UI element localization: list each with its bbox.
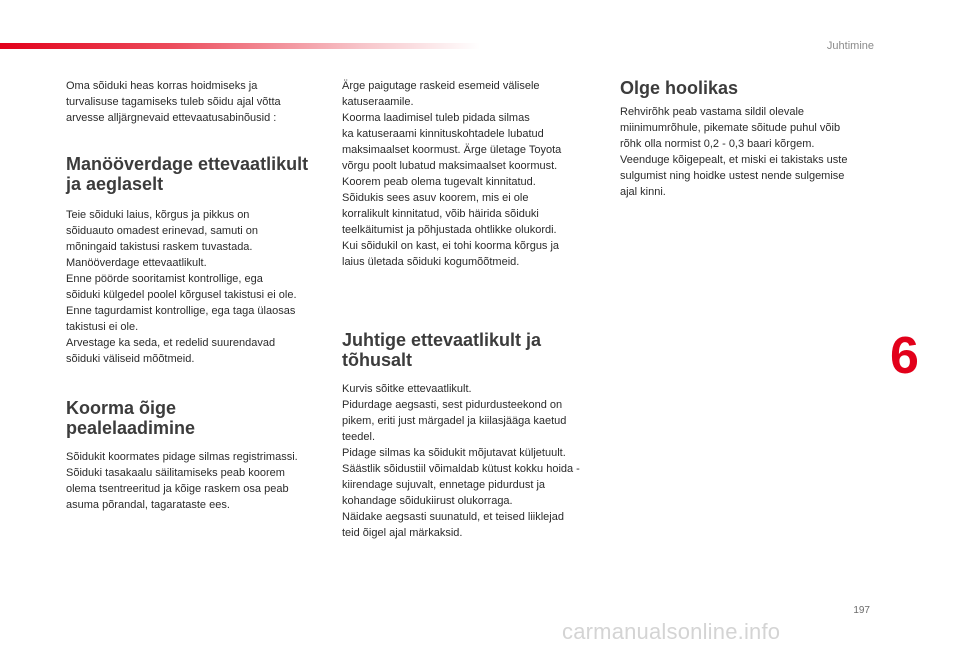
loading-heading: Koorma õige pealelaadimine	[66, 398, 196, 438]
maneuver-section	[66, 154, 336, 367]
loading-section	[66, 398, 334, 513]
drive-paragraph: Kurvis sõitke ettevaatlikult. Pidurdage aegsasti, sest pidurdusteekond on pikem, eriti just märgadel ja kiilasjääga kaetud teedel. Pidage silmas ka sõidukit mõjutavat küljetuult. Säästlik sõidustiil võimaldab kütust kokku hoida - kiirendage sujuvalt, ennetage pidurdust ja kohandage sõidukiirust olukorraga. Näidake aegsasti suunatuld, et teised liiklejad teid õigel ajal märkaksid.	[342, 383, 580, 539]
drive-section	[342, 330, 610, 541]
maneuver-heading: Manööverdage ettevaatlikult ja aeglaselt	[66, 154, 309, 194]
maneuver-paragraph: Teie sõiduki laius, kõrgus ja pikkus on sõiduauto omadest erinevad, samuti on mõningaid takistusi raskem tuvastada. Manööverdage ettevaatlikult. Enne pöörde sooritamist kontrollige, ega sõiduki külgedel poolel kõrgusel takistusi ei ole. Enne tagurdamist kontrollige, ega taga ülaosas takistusi ei ole. Arvestage ka seda, et redelid suurendavad sõiduki väliseid mõõtmeid.	[66, 209, 297, 365]
careful-paragraph: Rehvirõhk peab vastama sildil olevale miinimumrõhule, pikemate sõitude puhul võib rõhk olla normist 0,2 - 0,3 baari kõrgem. Veenduge kõigepealt, et miski ei takistaks uste sulgumist ning hoidke ustest nende sulgemise ajal kinni.	[620, 106, 848, 198]
watermark-text: carmanualsonline.info	[562, 619, 781, 644]
chapter-number: 6	[890, 327, 919, 385]
page-number: 197	[853, 605, 870, 616]
left-column	[66, 78, 334, 126]
careful-section	[620, 78, 888, 200]
careful-heading: Olge hoolikas	[620, 78, 739, 98]
section-title: Juhtimine	[826, 40, 874, 52]
intro-paragraph: Oma sõiduki heas korras hoidmiseks ja turvalisuse tagamiseks tuleb sõidu ajal võtta arvesse alljärgnevaid ettevaatusabinõusid :	[66, 80, 281, 124]
middle-column	[342, 78, 610, 270]
header-accent-bar	[0, 43, 480, 49]
drive-heading: Juhtige ettevaatlikult ja tõhusalt	[342, 330, 542, 370]
loading-paragraph: Sõidukit koormates pidage silmas registrimassi. Sõiduki tasakaalu säilitamiseks peab koorem olema tsentreeritud ja kõige raskem osa peab asuma põrandal, tagarataste ees.	[66, 451, 298, 511]
load-paragraph: Ärge paigutage raskeid esemeid välisele katuseraamile. Koorma laadimisel tuleb pidada silmas ka katuseraami kinnituskohtadele lubatud maksimaalset koormust. Ärge ületage Toyota võrgu poolt lubatud maksimaalset koormust. Koorem peab olema tugevalt kinnitatud. Sõidukis sees asuv koorem, mis ei ole korralikult kinnitatud, võib häirida sõiduki teelkäitumist ja põhjustada ohtlikke olukordi. Kui sõidukil on kast, ei tohi koorma kõrgus ja laius ületada sõiduki kogumõõtmeid.	[342, 80, 562, 268]
